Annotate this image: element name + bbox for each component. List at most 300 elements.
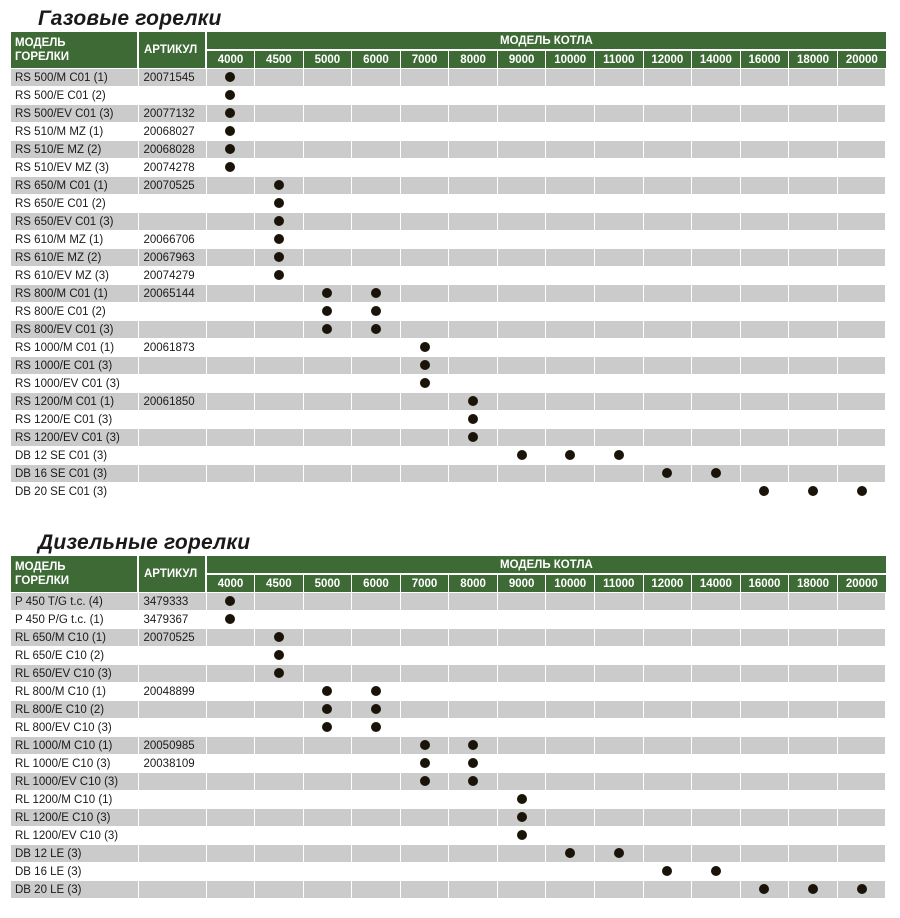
compatibility-cell (400, 303, 449, 321)
table-row (11, 701, 886, 719)
compatibility-cell (206, 231, 255, 249)
compatibility-cell (449, 465, 498, 483)
compatibility-cell (595, 87, 644, 105)
burner-model-header (11, 556, 138, 593)
compatibility-cell (449, 845, 498, 863)
compatibility-cell (740, 375, 789, 393)
article-number: 20068027 (138, 123, 206, 141)
burner-model: RS 1200/E C01 (3) (11, 411, 138, 429)
article-number (138, 845, 206, 863)
compatibility-cell (352, 87, 401, 105)
compatibility-cell (643, 87, 692, 105)
compatibility-cell (789, 393, 838, 411)
boiler-model-header: МОДЕЛЬ КОТЛА (206, 32, 886, 50)
compatibility-cell (400, 737, 449, 755)
table-row (11, 465, 886, 483)
compatibility-cell (837, 105, 886, 123)
compatibility-cell (303, 249, 352, 267)
burner-model: RS 800/EV C01 (3) (11, 321, 138, 339)
compatibility-cell (643, 411, 692, 429)
compatible-dot-icon (274, 180, 284, 190)
compatibility-cell (206, 87, 255, 105)
compatibility-cell (206, 411, 255, 429)
compatibility-cell (692, 69, 741, 87)
boiler-size-header: 14000 (692, 50, 741, 69)
compatibility-cell (206, 213, 255, 231)
article-number: 3479333 (138, 593, 206, 611)
compatible-dot-icon (322, 686, 332, 696)
article-number: 3479367 (138, 611, 206, 629)
compatibility-cell (497, 465, 546, 483)
compatibility-cell (789, 159, 838, 177)
compatibility-cell (837, 483, 886, 501)
compatibility-cell (449, 483, 498, 501)
compatible-dot-icon (322, 306, 332, 316)
compatibility-cell (449, 665, 498, 683)
compatibility-cell (595, 593, 644, 611)
compatibility-cell (449, 773, 498, 791)
compatible-dot-icon (517, 794, 527, 804)
compatibility-cell (595, 267, 644, 285)
compatibility-cell (595, 123, 644, 141)
compatibility-cell (449, 123, 498, 141)
compatibility-cell (303, 213, 352, 231)
compatibility-cell (352, 611, 401, 629)
article-number (138, 483, 206, 501)
compatibility-cell (546, 465, 595, 483)
compatibility-cell (400, 647, 449, 665)
compatibility-cell (206, 701, 255, 719)
compatibility-cell (837, 267, 886, 285)
compatibility-cell (692, 393, 741, 411)
compatibility-cell (255, 393, 304, 411)
compatibility-cell (255, 665, 304, 683)
compatibility-cell (255, 737, 304, 755)
compatibility-cell (643, 809, 692, 827)
compatible-dot-icon (420, 758, 430, 768)
compatibility-cell (497, 213, 546, 231)
burner-model: RS 500/M C01 (1) (11, 69, 138, 87)
compatibility-cell (206, 105, 255, 123)
article-number (138, 701, 206, 719)
compatibility-cell (692, 593, 741, 611)
compatibility-cell (546, 393, 595, 411)
compatibility-cell (303, 683, 352, 701)
compatibility-cell (546, 177, 595, 195)
compatibility-cell (692, 195, 741, 213)
compatibility-cell (837, 159, 886, 177)
article-number (138, 411, 206, 429)
article-number (138, 447, 206, 465)
compatibility-cell (352, 629, 401, 647)
burner-model: RL 1000/E C10 (3) (11, 755, 138, 773)
compatibility-cell (303, 123, 352, 141)
compatibility-cell (449, 285, 498, 303)
boiler-size-header: 11000 (595, 574, 644, 593)
table-row (11, 105, 886, 123)
compatibility-cell (595, 159, 644, 177)
compatibility-cell (206, 177, 255, 195)
compatibility-cell (643, 773, 692, 791)
compatibility-cell (595, 791, 644, 809)
compatibility-cell (789, 339, 838, 357)
article-number: 20050985 (138, 737, 206, 755)
compatibility-cell (692, 375, 741, 393)
compatibility-cell (837, 809, 886, 827)
compatibility-cell (789, 285, 838, 303)
compatibility-cell (497, 683, 546, 701)
compatibility-cell (206, 321, 255, 339)
compatibility-cell (643, 375, 692, 393)
compatibility-cell (449, 267, 498, 285)
compatibility-cell (643, 69, 692, 87)
compatible-dot-icon (468, 758, 478, 768)
compatibility-cell (546, 285, 595, 303)
compatibility-cell (449, 357, 498, 375)
compatibility-cell (692, 881, 741, 899)
compatibility-cell (789, 429, 838, 447)
compatibility-cell (837, 881, 886, 899)
boiler-size-header: 16000 (740, 574, 789, 593)
compatible-dot-icon (468, 776, 478, 786)
compatibility-cell (497, 429, 546, 447)
compatibility-cell (449, 429, 498, 447)
compatibility-cell (546, 123, 595, 141)
compatibility-cell (255, 105, 304, 123)
gas-burners-title: Газовые горелки (38, 7, 222, 30)
compatibility-cell (255, 791, 304, 809)
compatibility-cell (546, 483, 595, 501)
compatibility-cell (837, 195, 886, 213)
compatibility-cell (206, 303, 255, 321)
table-row (11, 267, 886, 285)
burner-model: RL 1200/E C10 (3) (11, 809, 138, 827)
burner-model: RS 800/M C01 (1) (11, 285, 138, 303)
compatibility-cell (497, 593, 546, 611)
burner-model: RL 1200/M C10 (1) (11, 791, 138, 809)
compatibility-cell (740, 593, 789, 611)
compatibility-cell (206, 285, 255, 303)
article-number (138, 357, 206, 375)
compatibility-cell (449, 321, 498, 339)
compatibility-cell (449, 881, 498, 899)
boiler-size-header: 18000 (789, 50, 838, 69)
compatible-dot-icon (711, 866, 721, 876)
compatibility-cell (449, 719, 498, 737)
compatibility-cell (837, 141, 886, 159)
compatibility-cell (206, 483, 255, 501)
compatibility-cell (692, 863, 741, 881)
compatibility-cell (352, 375, 401, 393)
compatibility-cell (595, 701, 644, 719)
compatibility-cell (303, 321, 352, 339)
compatible-dot-icon (614, 450, 624, 460)
compatible-dot-icon (420, 740, 430, 750)
compatibility-cell (303, 809, 352, 827)
compatibility-cell (595, 249, 644, 267)
compatible-dot-icon (322, 722, 332, 732)
table-row (11, 755, 886, 773)
compatibility-cell (546, 881, 595, 899)
burner-model: DB 12 LE (3) (11, 845, 138, 863)
compatible-dot-icon (371, 686, 381, 696)
compatibility-cell (595, 863, 644, 881)
compatibility-cell (643, 267, 692, 285)
compatibility-cell (255, 683, 304, 701)
compatibility-cell (692, 267, 741, 285)
compatibility-cell (595, 773, 644, 791)
compatibility-cell (352, 881, 401, 899)
compatibility-cell (546, 321, 595, 339)
compatibility-cell (352, 483, 401, 501)
boiler-size-header: 18000 (789, 574, 838, 593)
compatibility-cell (546, 141, 595, 159)
compatibility-cell (497, 285, 546, 303)
compatibility-cell (740, 123, 789, 141)
compatibility-cell (400, 357, 449, 375)
boiler-size-header: 6000 (352, 574, 401, 593)
compatibility-cell (400, 375, 449, 393)
compatibility-cell (352, 267, 401, 285)
burner-model-header-line1: МОДЕЛЬ (15, 561, 66, 573)
compatible-dot-icon (759, 486, 769, 496)
compatibility-cell (546, 665, 595, 683)
compatibility-cell (740, 321, 789, 339)
boiler-size-header: 9000 (497, 574, 546, 593)
article-number (138, 321, 206, 339)
compatibility-cell (692, 845, 741, 863)
compatibility-cell (449, 213, 498, 231)
compatibility-cell (255, 303, 304, 321)
compatibility-cell (303, 285, 352, 303)
compatibility-cell (837, 339, 886, 357)
compatible-dot-icon (274, 234, 284, 244)
compatibility-cell (692, 719, 741, 737)
compatibility-cell (789, 303, 838, 321)
compatibility-cell (400, 719, 449, 737)
boiler-size-header: 20000 (837, 574, 886, 593)
compatibility-cell (255, 195, 304, 213)
compatibility-cell (837, 123, 886, 141)
compatibility-cell (692, 827, 741, 845)
compatibility-cell (595, 629, 644, 647)
compatibility-cell (255, 429, 304, 447)
table-row (11, 863, 886, 881)
compatible-dot-icon (420, 360, 430, 370)
table-row (11, 411, 886, 429)
compatibility-cell (303, 141, 352, 159)
compatibility-cell (255, 845, 304, 863)
compatibility-cell (449, 105, 498, 123)
compatibility-cell (595, 213, 644, 231)
compatibility-cell (837, 249, 886, 267)
compatibility-cell (206, 665, 255, 683)
burner-model: RS 800/E C01 (2) (11, 303, 138, 321)
boiler-size-header: 12000 (643, 574, 692, 593)
compatible-dot-icon (322, 704, 332, 714)
burner-model: RS 1200/EV C01 (3) (11, 429, 138, 447)
compatibility-cell (303, 863, 352, 881)
compatibility-cell (400, 159, 449, 177)
table-row (11, 321, 886, 339)
compatibility-cell (789, 411, 838, 429)
compatibility-cell (740, 429, 789, 447)
burner-model: DB 20 SE C01 (3) (11, 483, 138, 501)
compatibility-cell (206, 357, 255, 375)
article-number (138, 465, 206, 483)
compatibility-cell (497, 701, 546, 719)
compatibility-cell (789, 827, 838, 845)
compatible-dot-icon (225, 108, 235, 118)
boiler-size-header: 8000 (449, 574, 498, 593)
table-row (11, 393, 886, 411)
compatibility-cell (643, 683, 692, 701)
compatible-dot-icon (371, 306, 381, 316)
compatibility-cell (303, 629, 352, 647)
compatibility-cell (692, 447, 741, 465)
compatibility-cell (303, 483, 352, 501)
compatibility-cell (303, 719, 352, 737)
table-row (11, 719, 886, 737)
compatibility-cell (255, 647, 304, 665)
compatibility-cell (352, 285, 401, 303)
compatibility-cell (352, 755, 401, 773)
compatibility-cell (692, 701, 741, 719)
compatible-dot-icon (225, 162, 235, 172)
compatible-dot-icon (322, 288, 332, 298)
compatibility-cell (400, 629, 449, 647)
compatible-dot-icon (420, 342, 430, 352)
burner-model: RL 800/E C10 (2) (11, 701, 138, 719)
compatibility-cell (255, 719, 304, 737)
compatibility-cell (837, 593, 886, 611)
compatibility-cell (789, 647, 838, 665)
compatibility-cell (643, 429, 692, 447)
burner-model: RS 1000/E C01 (3) (11, 357, 138, 375)
compatible-dot-icon (565, 848, 575, 858)
compatibility-cell (400, 429, 449, 447)
compatibility-cell (400, 411, 449, 429)
compatibility-cell (643, 755, 692, 773)
compatibility-cell (206, 719, 255, 737)
article-number (138, 375, 206, 393)
article-number (138, 647, 206, 665)
article-number (138, 809, 206, 827)
compatible-dot-icon (468, 396, 478, 406)
compatibility-cell (837, 393, 886, 411)
burner-model: RL 1200/EV C10 (3) (11, 827, 138, 845)
table-row (11, 429, 886, 447)
compatibility-cell (303, 773, 352, 791)
compatibility-cell (740, 357, 789, 375)
article-number: 20074278 (138, 159, 206, 177)
compatibility-cell (352, 809, 401, 827)
compatibility-cell (740, 629, 789, 647)
compatible-dot-icon (468, 432, 478, 442)
compatibility-cell (643, 881, 692, 899)
compatibility-cell (400, 683, 449, 701)
compatibility-cell (352, 105, 401, 123)
compatibility-cell (546, 429, 595, 447)
compatibility-cell (789, 231, 838, 249)
burner-model: RS 1200/M C01 (1) (11, 393, 138, 411)
compatibility-cell (449, 809, 498, 827)
compatibility-cell (449, 393, 498, 411)
compatibility-cell (837, 665, 886, 683)
compatibility-cell (546, 719, 595, 737)
compatibility-cell (400, 141, 449, 159)
compatibility-cell (546, 737, 595, 755)
compatible-dot-icon (225, 614, 235, 624)
compatibility-cell (740, 69, 789, 87)
compatibility-cell (497, 393, 546, 411)
table-row (11, 683, 886, 701)
compatibility-cell (400, 177, 449, 195)
table-row (11, 87, 886, 105)
burner-model: RS 610/M MZ (1) (11, 231, 138, 249)
compatibility-cell (206, 737, 255, 755)
compatibility-cell (255, 87, 304, 105)
compatibility-cell (255, 285, 304, 303)
compatibility-cell (837, 701, 886, 719)
table-row (11, 159, 886, 177)
burner-model: RL 1000/M C10 (1) (11, 737, 138, 755)
article-number (138, 665, 206, 683)
compatibility-cell (400, 593, 449, 611)
compatibility-cell (255, 321, 304, 339)
compatible-dot-icon (274, 198, 284, 208)
compatibility-cell (255, 809, 304, 827)
compatibility-cell (692, 303, 741, 321)
compatibility-cell (352, 393, 401, 411)
boiler-size-header: 8000 (449, 50, 498, 69)
boiler-size-header: 9000 (497, 50, 546, 69)
compatibility-cell (206, 375, 255, 393)
compatibility-cell (595, 719, 644, 737)
compatibility-cell (595, 483, 644, 501)
compatibility-cell (255, 593, 304, 611)
article-number: 20074279 (138, 267, 206, 285)
compatibility-cell (837, 863, 886, 881)
compatibility-cell (595, 737, 644, 755)
compatibility-cell (546, 267, 595, 285)
compatibility-cell (449, 69, 498, 87)
compatibility-cell (352, 159, 401, 177)
compatibility-cell (497, 719, 546, 737)
compatibility-cell (352, 195, 401, 213)
compatibility-cell (400, 755, 449, 773)
compatibility-cell (789, 791, 838, 809)
article-number: 20070525 (138, 177, 206, 195)
compatibility-cell (497, 231, 546, 249)
compatibility-cell (352, 303, 401, 321)
compatibility-cell (546, 647, 595, 665)
compatibility-cell (837, 465, 886, 483)
compatibility-cell (497, 411, 546, 429)
compatibility-cell (789, 665, 838, 683)
article-number: 20065144 (138, 285, 206, 303)
compatibility-cell (352, 69, 401, 87)
compatibility-cell (497, 267, 546, 285)
compatibility-cell (643, 465, 692, 483)
burner-model: DB 16 SE C01 (3) (11, 465, 138, 483)
article-number: 20066706 (138, 231, 206, 249)
compatibility-cell (595, 231, 644, 249)
compatibility-cell (352, 339, 401, 357)
compatibility-cell (643, 665, 692, 683)
compatibility-cell (303, 447, 352, 465)
compatibility-cell (740, 105, 789, 123)
